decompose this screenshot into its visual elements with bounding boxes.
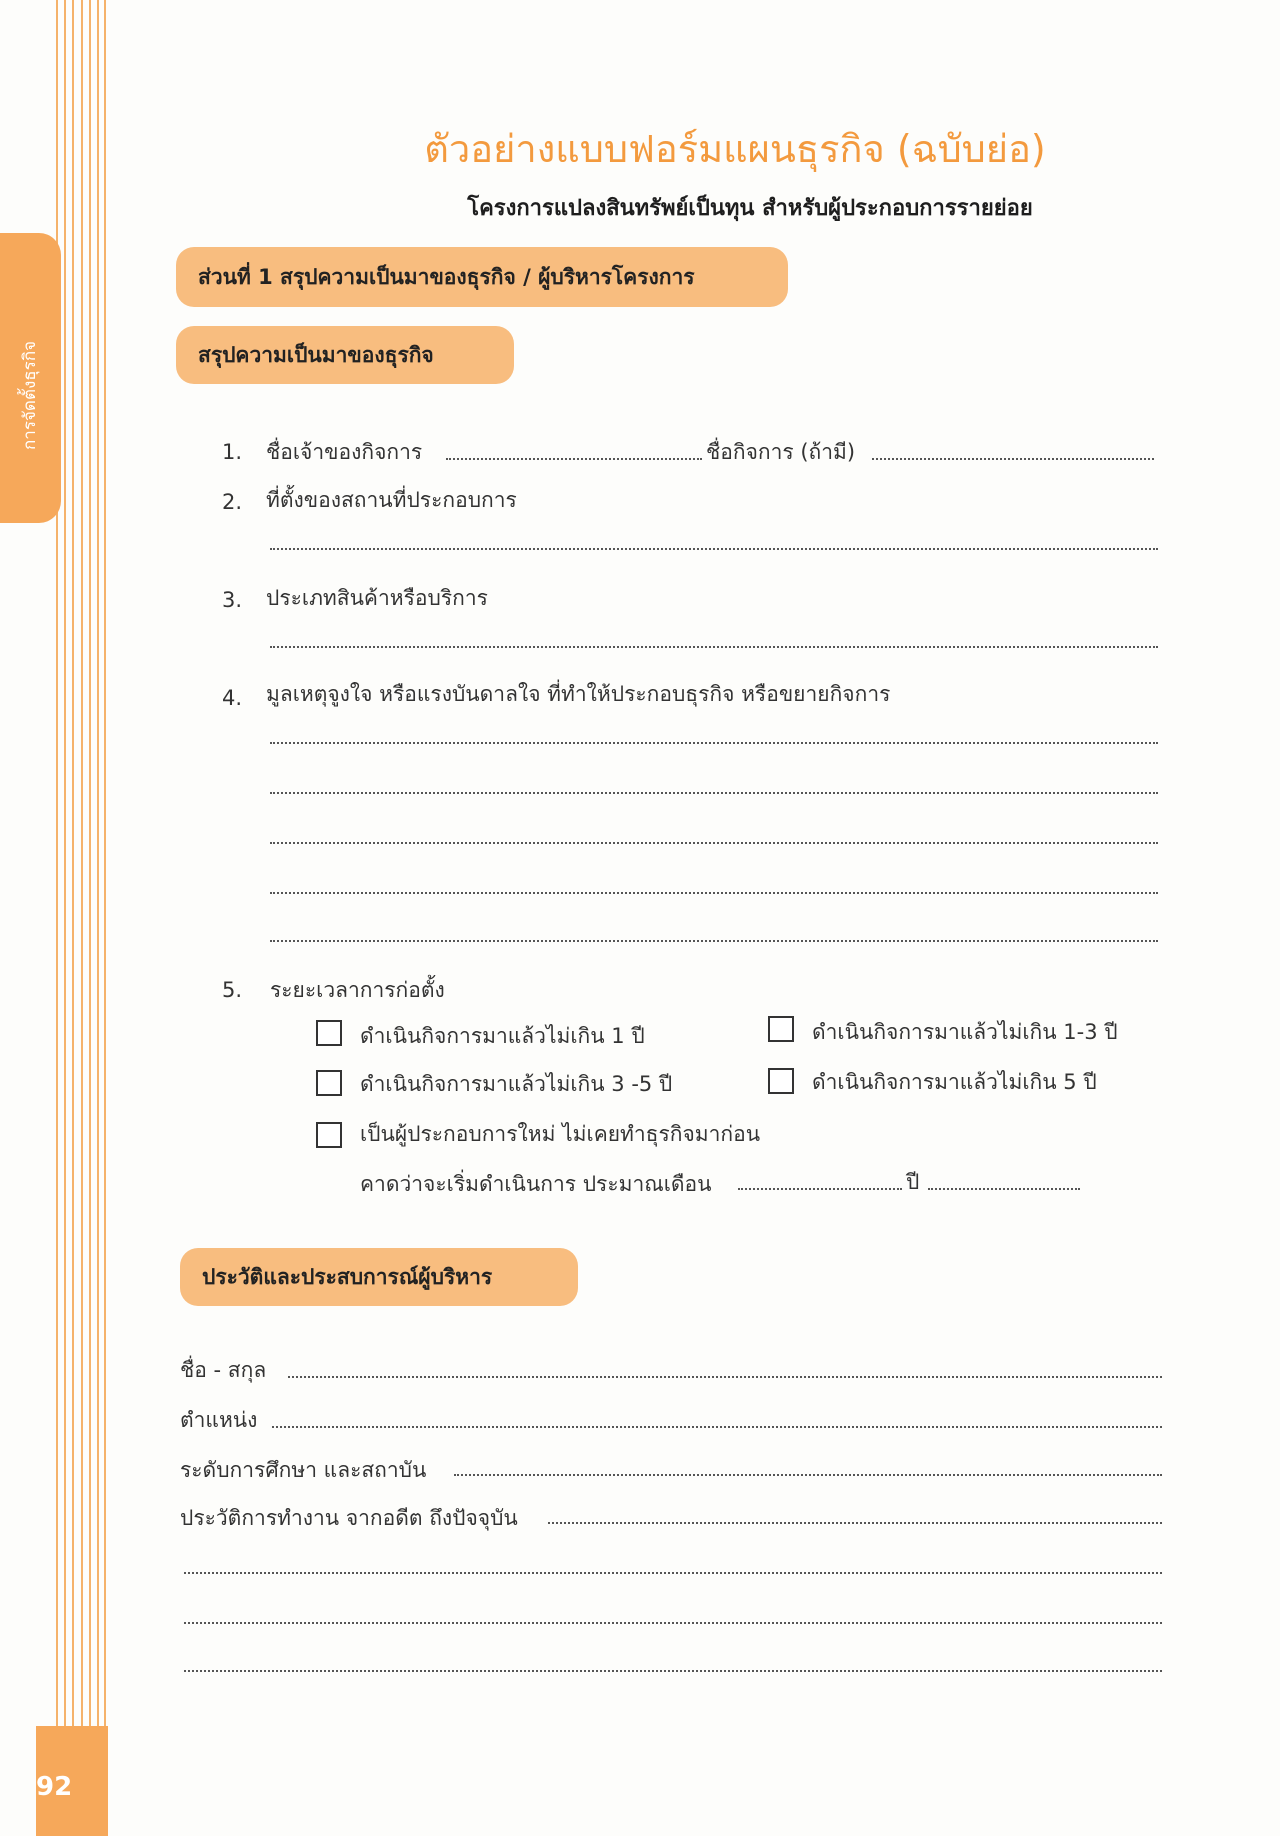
business-name-field[interactable] bbox=[872, 458, 1154, 460]
exec-work-history-field[interactable] bbox=[548, 1522, 1162, 1524]
exec-education-field[interactable] bbox=[454, 1474, 1162, 1476]
owner-name-label: ชื่อเจ้าของกิจการ bbox=[266, 440, 423, 464]
motivation-field[interactable] bbox=[270, 842, 1158, 844]
exec-name-label: ชื่อ - สกุล bbox=[180, 1358, 267, 1382]
expected-year-field[interactable] bbox=[928, 1188, 1080, 1190]
margin-line bbox=[64, 0, 66, 1836]
business-name-label: ชื่อกิจการ (ถ้ามี) bbox=[706, 440, 856, 464]
location-field[interactable] bbox=[270, 548, 1158, 550]
motivation-field[interactable] bbox=[270, 792, 1158, 794]
exec-position-field[interactable] bbox=[272, 1426, 1162, 1428]
expected-month-field[interactable] bbox=[738, 1188, 902, 1190]
duration-checkbox-2[interactable] bbox=[768, 1016, 794, 1042]
exec-education-label: ระดับการศึกษา และสถาบัน bbox=[180, 1458, 427, 1482]
margin-line bbox=[89, 0, 91, 1836]
exec-work-history-label: ประวัติการทำงาน จากอดีต ถึงปัจจุบัน bbox=[180, 1506, 518, 1530]
exec-work-history-field[interactable] bbox=[184, 1572, 1162, 1574]
location-label: ที่ตั้งของสถานที่ประกอบการ bbox=[266, 488, 517, 512]
duration-option-2: ดำเนินกิจการมาแล้วไม่เกิน 1-3 ปี bbox=[812, 1020, 1118, 1044]
exec-work-history-field[interactable] bbox=[184, 1670, 1162, 1672]
margin-line bbox=[104, 0, 106, 1836]
owner-name-field[interactable] bbox=[446, 458, 702, 460]
section-summary-header: สรุปความเป็นมาของธุรกิจ bbox=[176, 326, 514, 384]
duration-option-3: ดำเนินกิจการมาแล้วไม่เกิน 3 -5 ปี bbox=[360, 1072, 673, 1096]
product-type-field[interactable] bbox=[270, 646, 1158, 648]
margin-line bbox=[81, 0, 83, 1836]
duration-option-5: เป็นผู้ประกอบการใหม่ ไม่เคยทำธุรกิจมาก่อน bbox=[360, 1122, 761, 1146]
item-number: 3. bbox=[222, 588, 243, 612]
item-number: 1. bbox=[222, 440, 243, 464]
exec-work-history-field[interactable] bbox=[184, 1622, 1162, 1624]
duration-checkbox-4[interactable] bbox=[768, 1068, 794, 1094]
expected-year-label: ปี bbox=[906, 1170, 920, 1194]
item-number: 5. bbox=[222, 978, 243, 1002]
margin-line bbox=[72, 0, 74, 1836]
item-number: 2. bbox=[222, 490, 243, 514]
page-subtitle: โครงการแปลงสินทรัพย์เป็นทุน สำหรับผู้ประกอบการรายย่อย bbox=[467, 196, 1033, 221]
duration-checkbox-5[interactable] bbox=[316, 1122, 342, 1148]
exec-name-field[interactable] bbox=[288, 1376, 1162, 1378]
motivation-field[interactable] bbox=[270, 892, 1158, 894]
item-number: 4. bbox=[222, 686, 243, 710]
motivation-label: มูลเหตุจูงใจ หรือแรงบันดาลใจ ที่ทำให้ประกอบธุรกิจ หรือขยายกิจการ bbox=[266, 682, 891, 706]
duration-label: ระยะเวลาการก่อตั้ง bbox=[270, 978, 445, 1002]
motivation-field[interactable] bbox=[270, 742, 1158, 744]
duration-option-1: ดำเนินกิจการมาแล้วไม่เกิน 1 ปี bbox=[360, 1024, 645, 1048]
page-title: ตัวอย่างแบบฟอร์มแผนธุรกิจ (ฉบับย่อ) bbox=[424, 127, 1046, 171]
exec-position-label: ตำแหน่ง bbox=[180, 1408, 258, 1432]
product-type-label: ประเภทสินค้าหรือบริการ bbox=[266, 586, 488, 610]
motivation-field[interactable] bbox=[270, 940, 1158, 942]
expected-start-label: คาดว่าจะเริ่มดำเนินการ ประมาณเดือน bbox=[360, 1172, 712, 1196]
side-tab-label: การจัดตั้งธุรกิจ bbox=[20, 340, 40, 450]
page-number: 92 bbox=[36, 1772, 73, 1802]
duration-option-4: ดำเนินกิจการมาแล้วไม่เกิน 5 ปี bbox=[812, 1070, 1097, 1094]
duration-checkbox-3[interactable] bbox=[316, 1070, 342, 1096]
section-exec-header: ประวัติและประสบการณ์ผู้บริหาร bbox=[180, 1248, 578, 1306]
part1-header: ส่วนที่ 1 สรุปความเป็นมาของธุรกิจ / ผู้บริหารโครงการ bbox=[176, 247, 788, 307]
duration-checkbox-1[interactable] bbox=[316, 1020, 342, 1046]
margin-line bbox=[97, 0, 99, 1836]
